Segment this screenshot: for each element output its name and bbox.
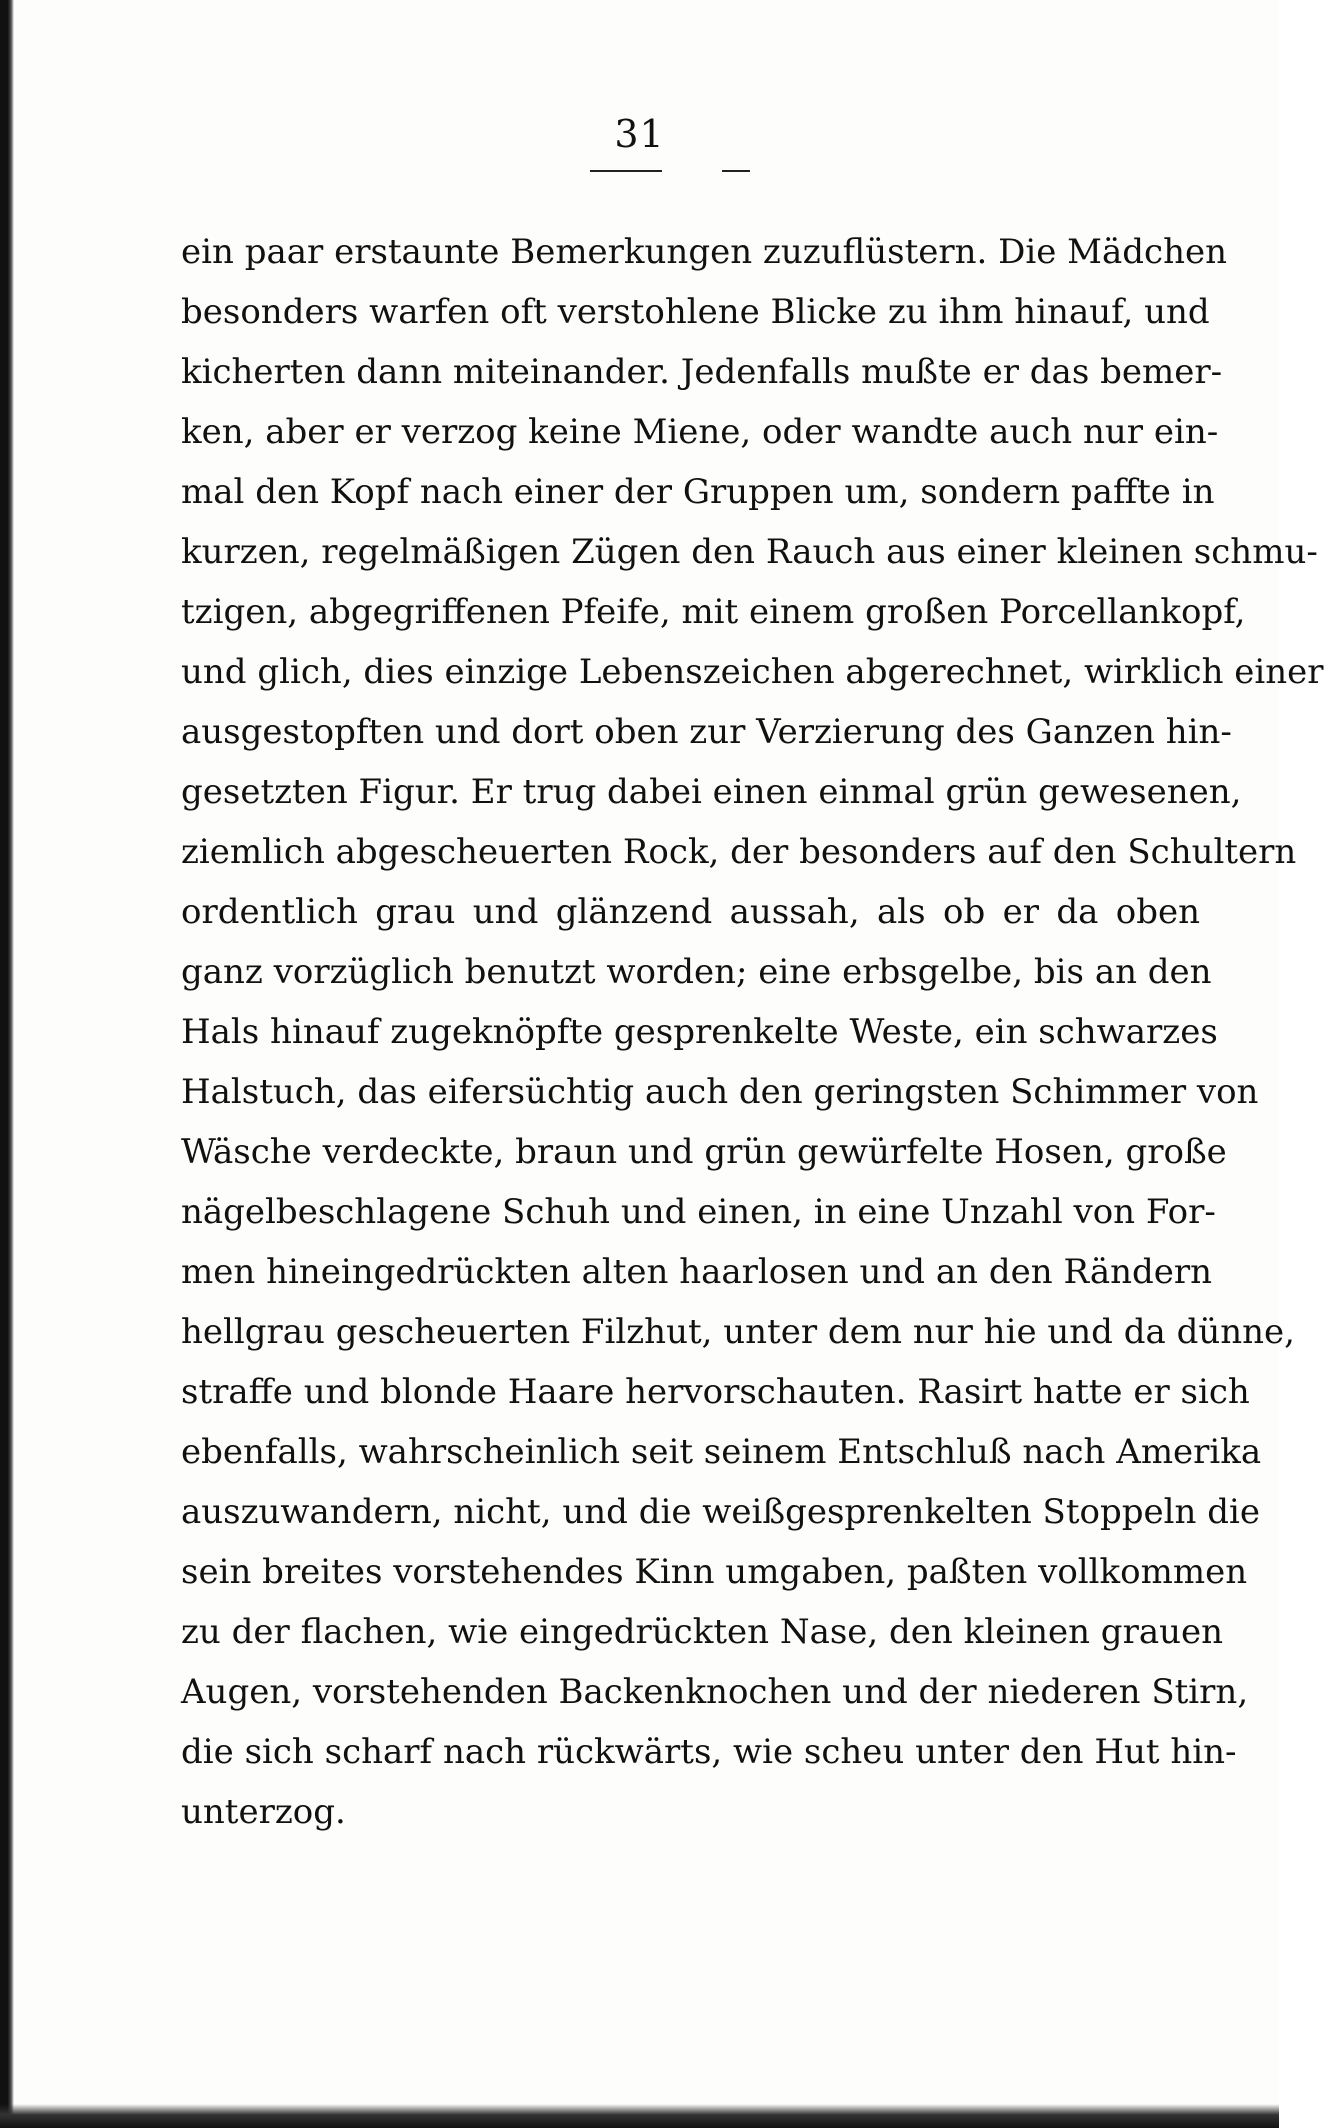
header-rule-left (590, 170, 662, 172)
text-line: unterzog. (181, 1792, 346, 1832)
page-number: 31 (614, 112, 665, 156)
text-line: kicherten dann miteinander. Jedenfalls mußte er das bemer- (181, 352, 1223, 392)
text-line: tzigen, abgegriffenen Pfeife, mit einem großen Porcellankopf, (181, 592, 1246, 632)
text-line: Wäsche verdeckte, braun und grün gewürfelte Hosen, große (181, 1132, 1227, 1172)
text-line: auszuwandern, nicht, und die weißgesprenkelten Stoppeln die (181, 1492, 1260, 1532)
text-line: hellgrau gescheuerten Filzhut, unter dem nur hie und da dünne, (181, 1312, 1295, 1352)
text-line: ein paar erstaunte Bemerkungen zuzuflüstern. Die Mädchen (181, 232, 1227, 272)
text-line: ganz vorzüglich benutzt worden; eine erbsgelbe, bis an den (181, 952, 1212, 992)
body-text (181, 222, 1324, 1842)
text-line: straffe und blonde Haare hervorschauten. Rasirt hatte er sich (181, 1372, 1250, 1412)
text-line: und glich, dies einzige Lebenszeichen abgerechnet, wirklich einer (181, 652, 1324, 692)
text-line: zu der flachen, wie eingedrückten Nase, den kleinen grauen (181, 1612, 1224, 1652)
page-bottom-edge (0, 2104, 1279, 2128)
text-line: Halstuch, das eifersüchtig auch den geringsten Schimmer von (181, 1072, 1259, 1112)
text-line: ausgestopften und dort oben zur Verzierung des Ganzen hin- (181, 712, 1232, 752)
spine-shadow (0, 0, 14, 2128)
text-line: ziemlich abgescheuerten Rock, der besonders auf den Schultern (181, 832, 1297, 872)
text-line: ebenfalls, wahrscheinlich seit seinem Entschluß nach Amerika (181, 1432, 1262, 1472)
text-line: Augen, vorstehenden Backenknochen und der niederen Stirn, (181, 1672, 1249, 1712)
text-line: besonders warfen oft verstohlene Blicke zu ihm hinauf, und (181, 292, 1210, 332)
text-line: kurzen, regelmäßigen Zügen den Rauch aus einer kleinen schmu- (181, 532, 1318, 572)
text-line: ordentlich grau und glänzend aussah, als ob er da oben (181, 892, 1200, 932)
header-rule-right (722, 170, 750, 172)
text-line: gesetzten Figur. Er trug dabei einen einmal grün gewesenen, (181, 772, 1242, 812)
text-line: men hineingedrückten alten haarlosen und an den Rändern (181, 1252, 1213, 1292)
text-line: mal den Kopf nach einer der Gruppen um, sondern paffte in (181, 472, 1215, 512)
text-line: Hals hinauf zugeknöpfte gesprenkelte Weste, ein schwarzes (181, 1012, 1218, 1052)
text-line: nägelbeschlagene Schuh und einen, in eine Unzahl von For- (181, 1192, 1216, 1232)
text-line: die sich scharf nach rückwärts, wie scheu unter den Hut hin- (181, 1732, 1237, 1772)
text-line: ken, aber er verzog keine Miene, oder wandte auch nur ein- (181, 412, 1219, 452)
text-line: sein breites vorstehendes Kinn umgaben, paßten vollkommen (181, 1552, 1248, 1592)
